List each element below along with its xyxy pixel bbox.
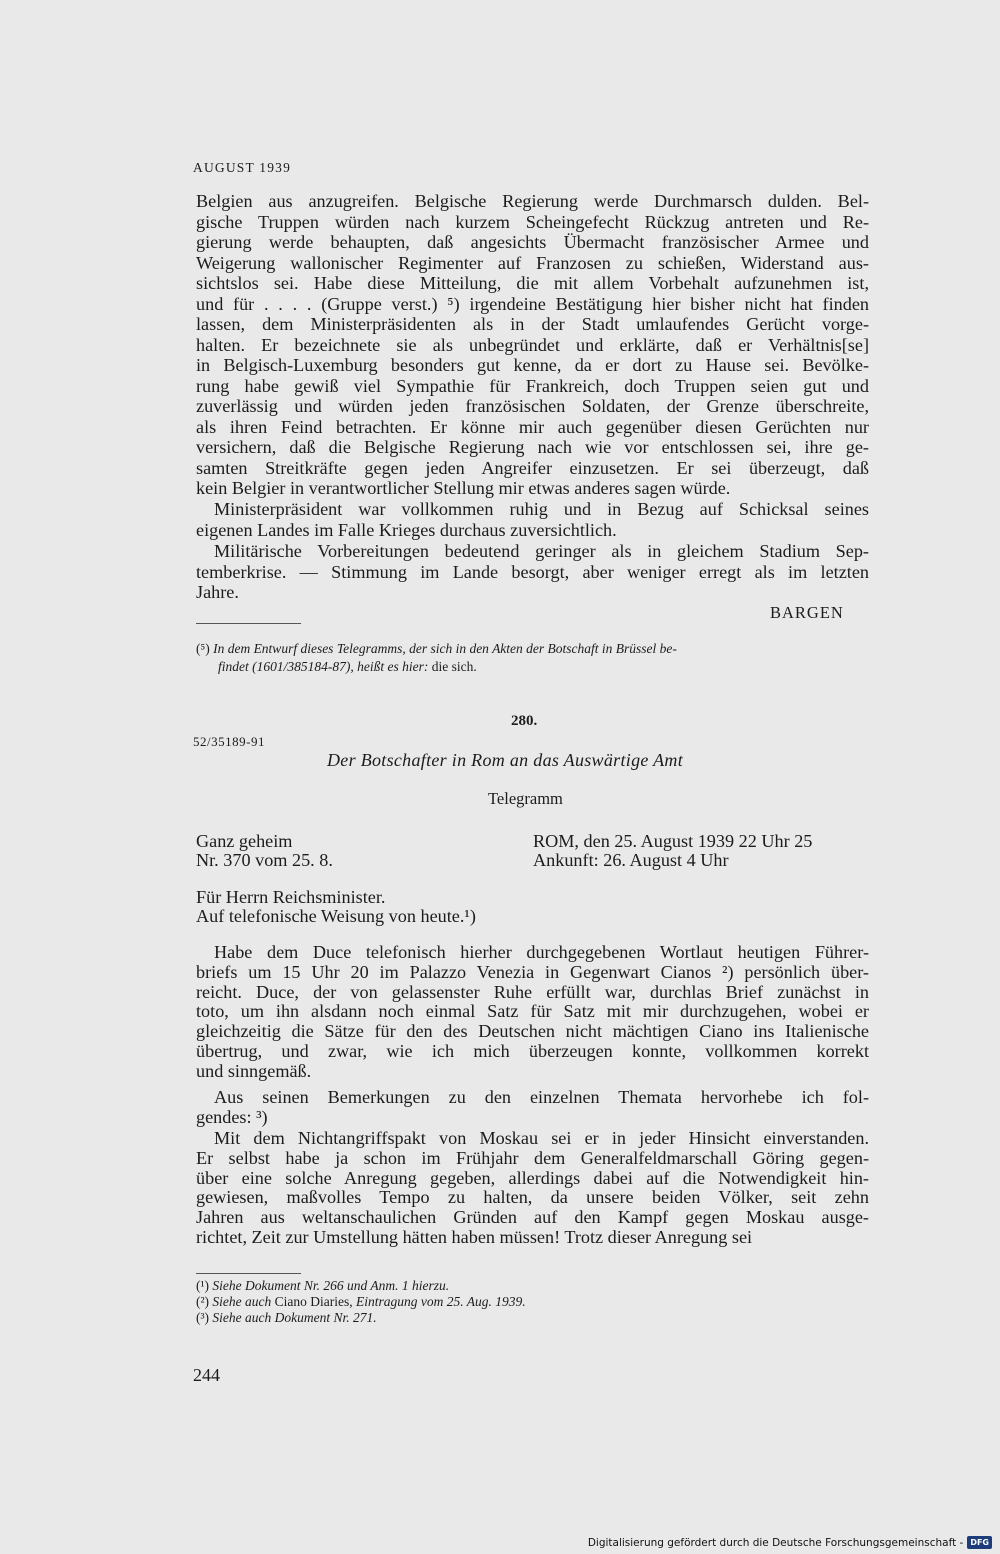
text-line: Belgien aus anzugreifen. Belgische Regierung werde Durchmarsch dulden. Bel- [196, 191, 869, 211]
footnote [196, 1311, 377, 1325]
addressee: Für Herrn Reichsminister. [196, 887, 386, 907]
digitization-credit [588, 1536, 992, 1549]
text-line: in Belgisch-Luxemburg besonders gut kenne, da er dort zu Hause sei. Bevölke- [196, 355, 869, 375]
text-line: toto, um ihn alsdann noch einmal Satz für Satz mit mir durchzugehen, wobei er [196, 1001, 869, 1022]
footnote [196, 1279, 449, 1293]
footnote-rule [196, 1273, 301, 1274]
text-line: reicht. Duce, der von gelassenster Ruhe erfüllt war, durchlas Brief zunächst in [196, 981, 869, 1002]
footnote-text: findet (1601/385184-87), heißt es hier: [218, 659, 429, 674]
text-line: gewiesen, maßvolles Tempo zu halten, da unsere beiden Völker, seit zehn [196, 1187, 869, 1208]
footnote-rule [196, 623, 301, 624]
text-line: Weigerung wallonischer Regimenter auf Franzosen zu schießen, Widerstand aus- [196, 252, 869, 273]
text-line: gische Truppen würden nach kurzem Scheingefecht Rückzug antreten und Re- [196, 211, 869, 232]
text-line: Jahre. [196, 582, 239, 602]
text-line: Habe dem Duce telefonisch hierher durchgegebenen Wortlaut heutigen Führer- [214, 942, 869, 962]
footnote-number: (²) [196, 1294, 210, 1309]
serial-number: Nr. 370 vom 25. 8. [196, 850, 333, 870]
text-line: Mit dem Nichtangriffspakt von Moskau sei er in jeder Hinsicht einverstanden. [214, 1128, 869, 1148]
text-line: Ministerpräsident war vollkommen ruhig und in Bezug auf Schicksal seines [214, 499, 869, 519]
footnote-text: Ciano Diaries, [271, 1294, 353, 1309]
text-line: Militärische Vorbereitungen bedeutend geringer als in gleichem Stadium Sep- [214, 541, 869, 561]
text-line: lassen, dem Ministerpräsidenten als in der Stadt umlaufendes Gerücht vorge- [196, 314, 869, 334]
text-line: eigenen Landes im Falle Krieges durchaus zuversichtlich. [196, 519, 617, 540]
text-line: sichtslos sei. Habe diese Mitteilung, die mit allem Vorbehalt aufzunehmen ist, [196, 273, 869, 293]
footnote-text: Siehe auch Dokument Nr. 271. [212, 1310, 377, 1325]
signature: BARGEN [770, 603, 844, 622]
document-type: Telegramm [488, 789, 563, 808]
text-line: gierung werde behaupten, daß angesichts Übermacht französischer Armee und [196, 232, 869, 252]
text-line: richtet, Zeit zur Umstellung hätten haben müssen! Trotz dieser Anregung sei [196, 1227, 753, 1247]
footnote-number: (¹) [196, 1278, 210, 1293]
footnote-text: die sich. [428, 659, 477, 674]
text-line: versichern, daß die Belgische Regierung nach wie vor entschlossen sei, ihre ge- [196, 437, 869, 457]
text-line: rung habe gewiß viel Sympathie für Frankreich, doch Truppen seien gut und [196, 375, 869, 396]
text-line: und sinngemäß. [196, 1060, 312, 1081]
text-line: Jahren aus weltanschaulichen Gründen auf den Kampf gegen Moskau ausge- [196, 1207, 869, 1228]
classification: Ganz geheim [196, 831, 293, 851]
arrival-time: Ankunft: 26. August 4 Uhr [533, 850, 729, 870]
place-date: ROM, den 25. August 1939 22 Uhr 25 [533, 831, 813, 851]
text-line: briefs um 15 Uhr 20 im Palazzo Venezia in Gegenwart Cianos ²) persönlich über- [196, 961, 869, 982]
text-line: zuverlässig und würden jeden französischen Soldaten, der Grenze überschreite, [196, 396, 869, 416]
file-reference: 52/35189-91 [193, 734, 265, 749]
page-number: 244 [193, 1365, 220, 1385]
footnote-5-line-2 [218, 660, 477, 674]
text-line: übertrug, und zwar, wie ich mich überzeugen konnte, vollkommen korrekt [196, 1041, 869, 1061]
text-line: Er selbst habe ja schon im Frühjahr dem Generalfeldmarschall Göring gegen- [196, 1147, 869, 1168]
text-line: gleichzeitig die Sätze für den des Deutschen nicht mächtigen Ciano ins Italienische [196, 1021, 869, 1042]
text-line: kein Belgier in verantwortlicher Stellung mir etwas anderes sagen würde. [196, 478, 731, 498]
text-line: samten Streitkräfte gegen jeden Angreifer einzusetzen. Er sei überzeugt, daß [196, 457, 869, 478]
instruction-note: Auf telefonische Weisung von heute.¹) [196, 906, 476, 926]
text-line: als ihren Feind betrachten. Er könne mir auch gegenüber diesen Gerüchten nur [196, 416, 869, 437]
credit-text: Digitalisierung gefördert durch die Deutsche Forschungsgemeinschaft - [587, 1536, 964, 1549]
footnote-text: In dem Entwurf dieses Telegramms, der sich in den Akten der Botschaft in Brüssel be- [213, 641, 677, 656]
footnote-text: Eintragung vom 25. Aug. 1939. [352, 1294, 526, 1309]
footnote-number: (⁵) [196, 641, 210, 656]
footnote [196, 1295, 526, 1309]
footnote-5-line-1 [196, 642, 677, 656]
text-line: temberkrise. — Stimmung im Lande besorgt, aber weniger erregt als im letzten [196, 561, 869, 582]
text-line: halten. Er bezeichnete sie als unbegründet und erklärte, daß er Verhältnis[se] [196, 334, 869, 355]
text-line: über eine solche Anregung gegeben, allerdings dabei auf die Notwendigkeit hin- [196, 1167, 869, 1188]
dfg-logo: DFG [967, 1536, 992, 1549]
text-line: Aus seinen Bemerkungen zu den einzelnen Themata hervorhebe ich fol- [214, 1087, 869, 1107]
document-number: 280. [511, 713, 538, 729]
footnote-text: Siehe Dokument Nr. 266 und Anm. 1 hierzu. [212, 1278, 450, 1293]
footnote-text: Siehe auch [212, 1294, 272, 1309]
running-head: AUGUST 1939 [193, 160, 292, 175]
text-line: gendes: ³) [196, 1106, 268, 1127]
text-line: und für . . . . (Gruppe verst.) ⁵) irgendeine Bestätigung hier bisher nicht hat finden [196, 293, 869, 314]
document-title: Der Botschafter in Rom an das Auswärtige Amt [327, 750, 684, 770]
footnote-number: (³) [196, 1310, 210, 1325]
